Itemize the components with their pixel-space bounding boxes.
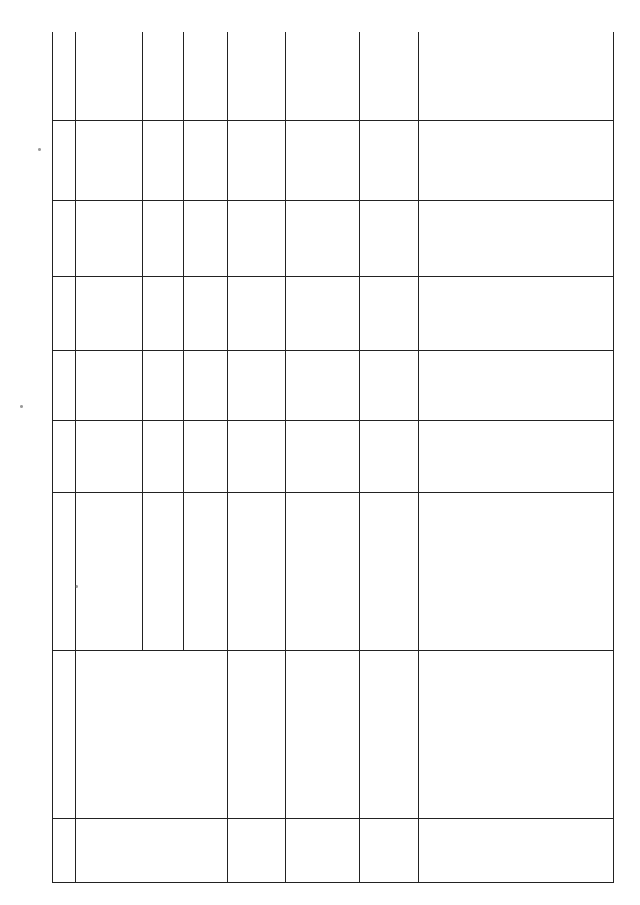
value-cell [227,351,286,421]
value-cell [227,32,286,121]
program-funding-table [52,32,614,883]
value-cell [418,32,613,121]
responsible-cell [286,493,360,651]
row-description-cell [418,651,613,819]
value-cell [360,351,419,421]
value-cell [75,121,142,201]
value-cell [184,201,227,277]
column-number [53,351,76,421]
value-cell [360,277,419,351]
value-cell [286,277,360,351]
value-cell [75,351,142,421]
scan-speck [75,585,78,588]
column-number [53,201,76,277]
value-cell [143,121,184,201]
table-row [227,32,286,883]
column-number [53,421,76,493]
value-cell [286,121,360,201]
value-cell [75,277,142,351]
column-number [53,651,76,819]
column-number-row [53,32,76,883]
value-cell [227,121,286,201]
column-number [53,121,76,201]
value-cell [184,421,227,493]
value-cell [143,277,184,351]
table-row [360,32,419,883]
value-cell [143,201,184,277]
scan-speck [38,148,41,151]
value-cell [360,121,419,201]
value-cell [227,421,286,493]
value-cell [418,277,613,351]
value-cell [418,421,613,493]
row-description-cell [360,651,419,819]
rotated-table-frame [52,32,614,883]
responsible-cell [184,493,227,651]
value-cell [227,201,286,277]
value-cell [360,32,419,121]
responsible-cell [75,493,142,651]
row-description-cell [75,651,227,819]
row-description-cell [227,651,286,819]
column-number [53,32,76,121]
scan-speck [20,405,23,408]
row-label-cell [286,819,360,883]
table-row [75,32,142,883]
responsible-cell [227,493,286,651]
value-cell [286,421,360,493]
column-number [53,819,76,883]
value-cell [418,201,613,277]
row-label-cell [418,819,613,883]
value-cell [227,277,286,351]
value-cell [75,421,142,493]
value-cell [184,121,227,201]
value-cell [184,32,227,121]
value-cell [75,201,142,277]
responsible-cell [143,493,184,651]
table-row [286,32,360,883]
row-label-cell [227,819,286,883]
value-cell [286,201,360,277]
page-number [578,12,618,30]
column-number [53,277,76,351]
row-label-cell [75,819,227,883]
value-cell [143,351,184,421]
responsible-cell [360,493,419,651]
value-cell [286,32,360,121]
value-cell [360,201,419,277]
value-cell [75,32,142,121]
row-label-cell [360,819,419,883]
value-cell [418,351,613,421]
value-cell [286,351,360,421]
value-cell [184,277,227,351]
responsible-cell [418,493,613,651]
row-description-cell [286,651,360,819]
value-cell [360,421,419,493]
value-cell [143,32,184,121]
value-cell [184,351,227,421]
column-number [53,493,76,651]
table-row [418,32,613,883]
value-cell [143,421,184,493]
value-cell [418,121,613,201]
